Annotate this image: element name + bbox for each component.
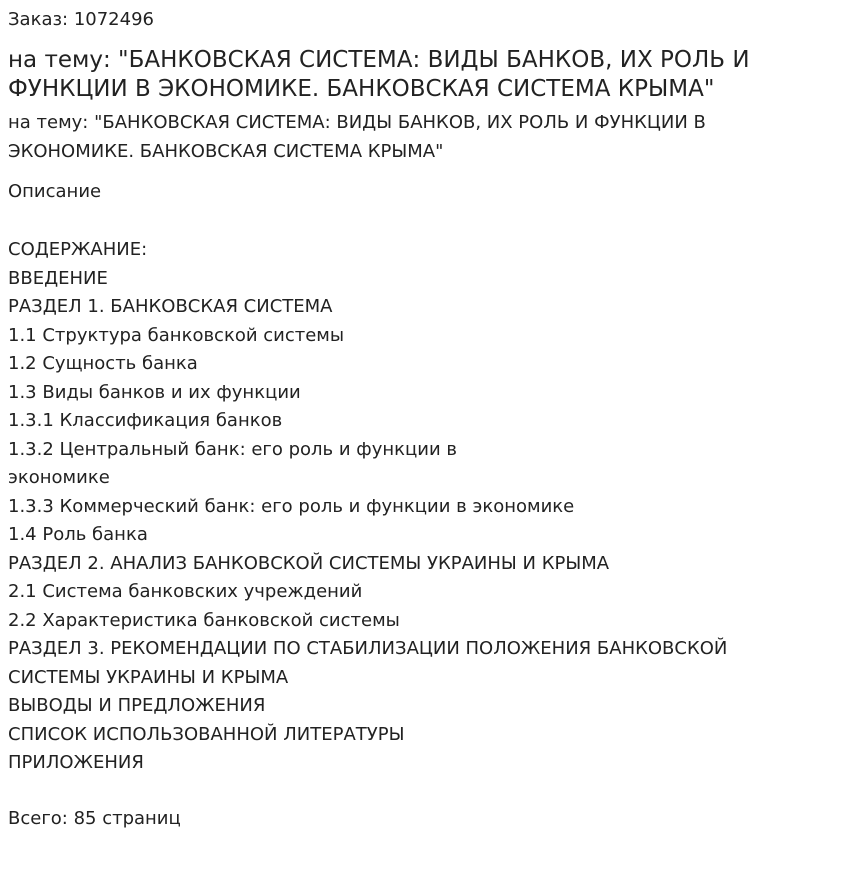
toc-line: РАЗДЕЛ 3. РЕКОМЕНДАЦИИ ПО СТАБИЛИЗАЦИИ ПОЛОЖЕНИЯ БАНКОВСКОЙ xyxy=(8,638,728,659)
page-title: на тему: "БАНКОВСКАЯ СИСТЕМА: ВИДЫ БАНКОВ, ИХ РОЛЬ И ФУНКЦИИ В ЭКОНОМИКЕ. БАНКОВСКАЯ СИСТЕМА КРЫМА" xyxy=(8,47,750,102)
toc-line: ВЫВОДЫ И ПРЕДЛОЖЕНИЯ xyxy=(8,695,266,716)
toc-line: 1.3.1 Классификация банков xyxy=(8,410,283,431)
toc-line: РАЗДЕЛ 2. АНАЛИЗ БАНКОВСКОЙ СИСТЕМЫ УКРАИНЫ И КРЫМА xyxy=(8,552,610,574)
toc-line: 1.4 Роль банка xyxy=(8,524,148,545)
toc-line: ВВЕДЕНИЕ xyxy=(8,267,108,289)
toc-line: СПИСОК ИСПОЛЬЗОВАННОЙ ЛИТЕРАТУРЫ xyxy=(8,723,405,745)
toc-line: СИСТЕМЫ УКРАИНЫ И КРЫМА xyxy=(8,666,289,688)
order-number: Заказ: 1072496 xyxy=(8,9,154,30)
toc-line: 2.2 Характеристика банковской системы xyxy=(8,609,400,631)
topic-subtitle-line: на тему: "БАНКОВСКАЯ СИСТЕМА: ВИДЫ БАНКОВ, ИХ РОЛЬ И ФУНКЦИИ В xyxy=(8,112,706,133)
toc-line: 1.3 Виды банков и их функции xyxy=(8,381,301,403)
toc-line: СОДЕРЖАНИЕ: xyxy=(8,239,148,260)
toc-line: 1.3.3 Коммерческий банк: его роль и функции в экономике xyxy=(8,495,575,517)
toc-line: 2.1 Система банковских учреждений xyxy=(8,581,363,602)
topic-subtitle-line: ЭКОНОМИКЕ. БАНКОВСКАЯ СИСТЕМА КРЫМА" xyxy=(8,140,444,162)
page-count: Всего: 85 страниц xyxy=(8,807,181,829)
toc-line: 1.3.2 Центральный банк: его роль и функции в xyxy=(8,438,457,460)
topic-subtitle xyxy=(8,109,839,166)
toc-line: РАЗДЕЛ 1. БАНКОВСКАЯ СИСТЕМА xyxy=(8,296,333,317)
toc-line: 1.2 Сущность банка xyxy=(8,353,198,374)
toc-line: ПРИЛОЖЕНИЯ xyxy=(8,752,144,773)
toc-line: 1.1 Структура банковской системы xyxy=(8,324,345,346)
toc-line: экономике xyxy=(8,467,110,488)
table-of-contents xyxy=(8,236,839,778)
description-heading: Описание xyxy=(8,181,102,202)
